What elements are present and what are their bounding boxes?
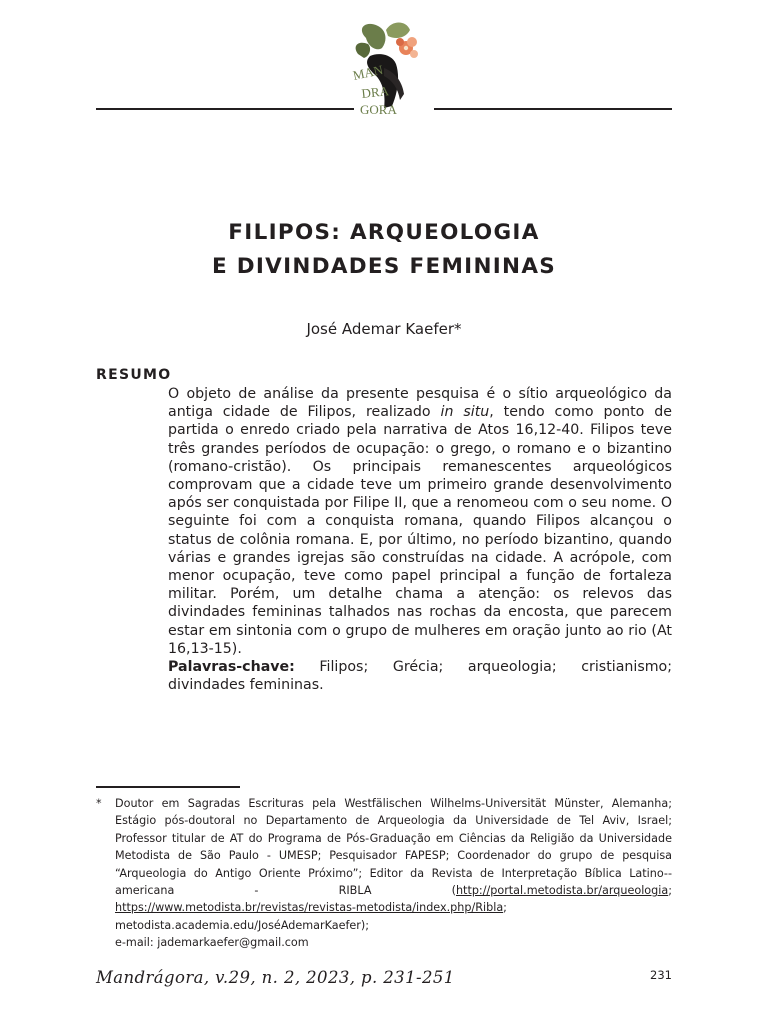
article-title-line-2: E DIVINDADES FEMININAS	[211, 254, 557, 279]
footnote-separator	[96, 786, 240, 788]
footnote-text-2: ;	[668, 884, 672, 898]
author-name: José Ademar Kaefer*	[306, 320, 462, 338]
footnote-mark: *	[96, 797, 102, 810]
svg-text:MAN: MAN	[351, 61, 385, 83]
keywords-list: Filipos; Grécia; arqueologia; cristianismo; divindades femininas.	[168, 659, 672, 694]
svg-text:GORA: GORA	[360, 102, 397, 117]
page-number: 231	[650, 968, 672, 982]
journal-logo	[348, 18, 432, 118]
abstract-heading: RESUMO	[96, 367, 172, 383]
footnote-link-portal[interactable]: http://portal.metodista.br/arqueologia	[455, 884, 669, 898]
header-rule-right	[434, 108, 672, 110]
abstract-text-part-2: , tendo como ponto de partida o enredo criado pela narrativa de Atos 16,12-40. Filipos teve três grandes períodos de ocupação: o grego, o romano e o bizantino (romano-cristão). Os principais remanescentes arqueológicos comprovam que a cidade teve um primeiro grande desenvolvimento após ser conquistada por Filipe II, que a renomeou com o seu nome. O seguinte foi com a conquista romana, quando Filipos alcançou o status de colônia romana. E, por último, no período bizantino, quando várias e grandes igrejas são construídas na cidade. A acrópole, com menor ocupação, teve como papel principal a função de fortaleza militar. Porém, um detalhe chama a atenção: os relevos das divindades femininas talhados nas rochas da encosta, que parecem estar em sintonia com o grupo de mulheres em oração junto ao rio (At 16,13-15).	[168, 404, 673, 657]
article-title-line-1: FILIPOS: ARQUEOLOGIA	[228, 220, 540, 245]
header-rule-left	[96, 108, 354, 110]
journal-citation: Mandrágora, v.29, n. 2, 2023, p. 231-251	[96, 968, 455, 987]
abstract-text-part-1: O objeto de análise da presente pesquisa é o sítio arqueológico da antiga cidade de Filipos, realizado	[168, 386, 672, 421]
keywords-label: Palavras-chave:	[168, 659, 295, 676]
footnote-email: e-mail: jademarkaefer@gmail.com	[115, 936, 309, 950]
abstract-italic-term: in situ	[440, 404, 490, 421]
svg-text:DRA: DRA	[360, 83, 390, 101]
footnote-text-1: Doutor em Sagradas Escrituras pela Westfälischen Wilhelms-Universität Münster, Alemanha; Estágio pós-doutoral no Departamento de Arqueologia da Universidade de Tel Aviv, Israel; Professor titular de AT do Programa de Pós-Graduação em Ciências da Religião da Universidade Metodista de São Paulo - UMESP; Pesquisador FAPESP; Coordenador do grupo de pesquisa “Arqueologia do Antigo Oriente Próximo”; Editor da Revista de Interpretação Bíblica Latino--americana - RIBLA (	[115, 797, 672, 898]
abstract-body	[168, 385, 672, 694]
footnote-text-3: ; metodista.academia.edu/JoséAdemarKaefer);	[115, 901, 507, 932]
author-footnote	[96, 795, 672, 952]
footnote-link-ribla[interactable]: https://www.metodista.br/revistas/revistas-metodista/index.php/Ribla	[115, 901, 504, 915]
